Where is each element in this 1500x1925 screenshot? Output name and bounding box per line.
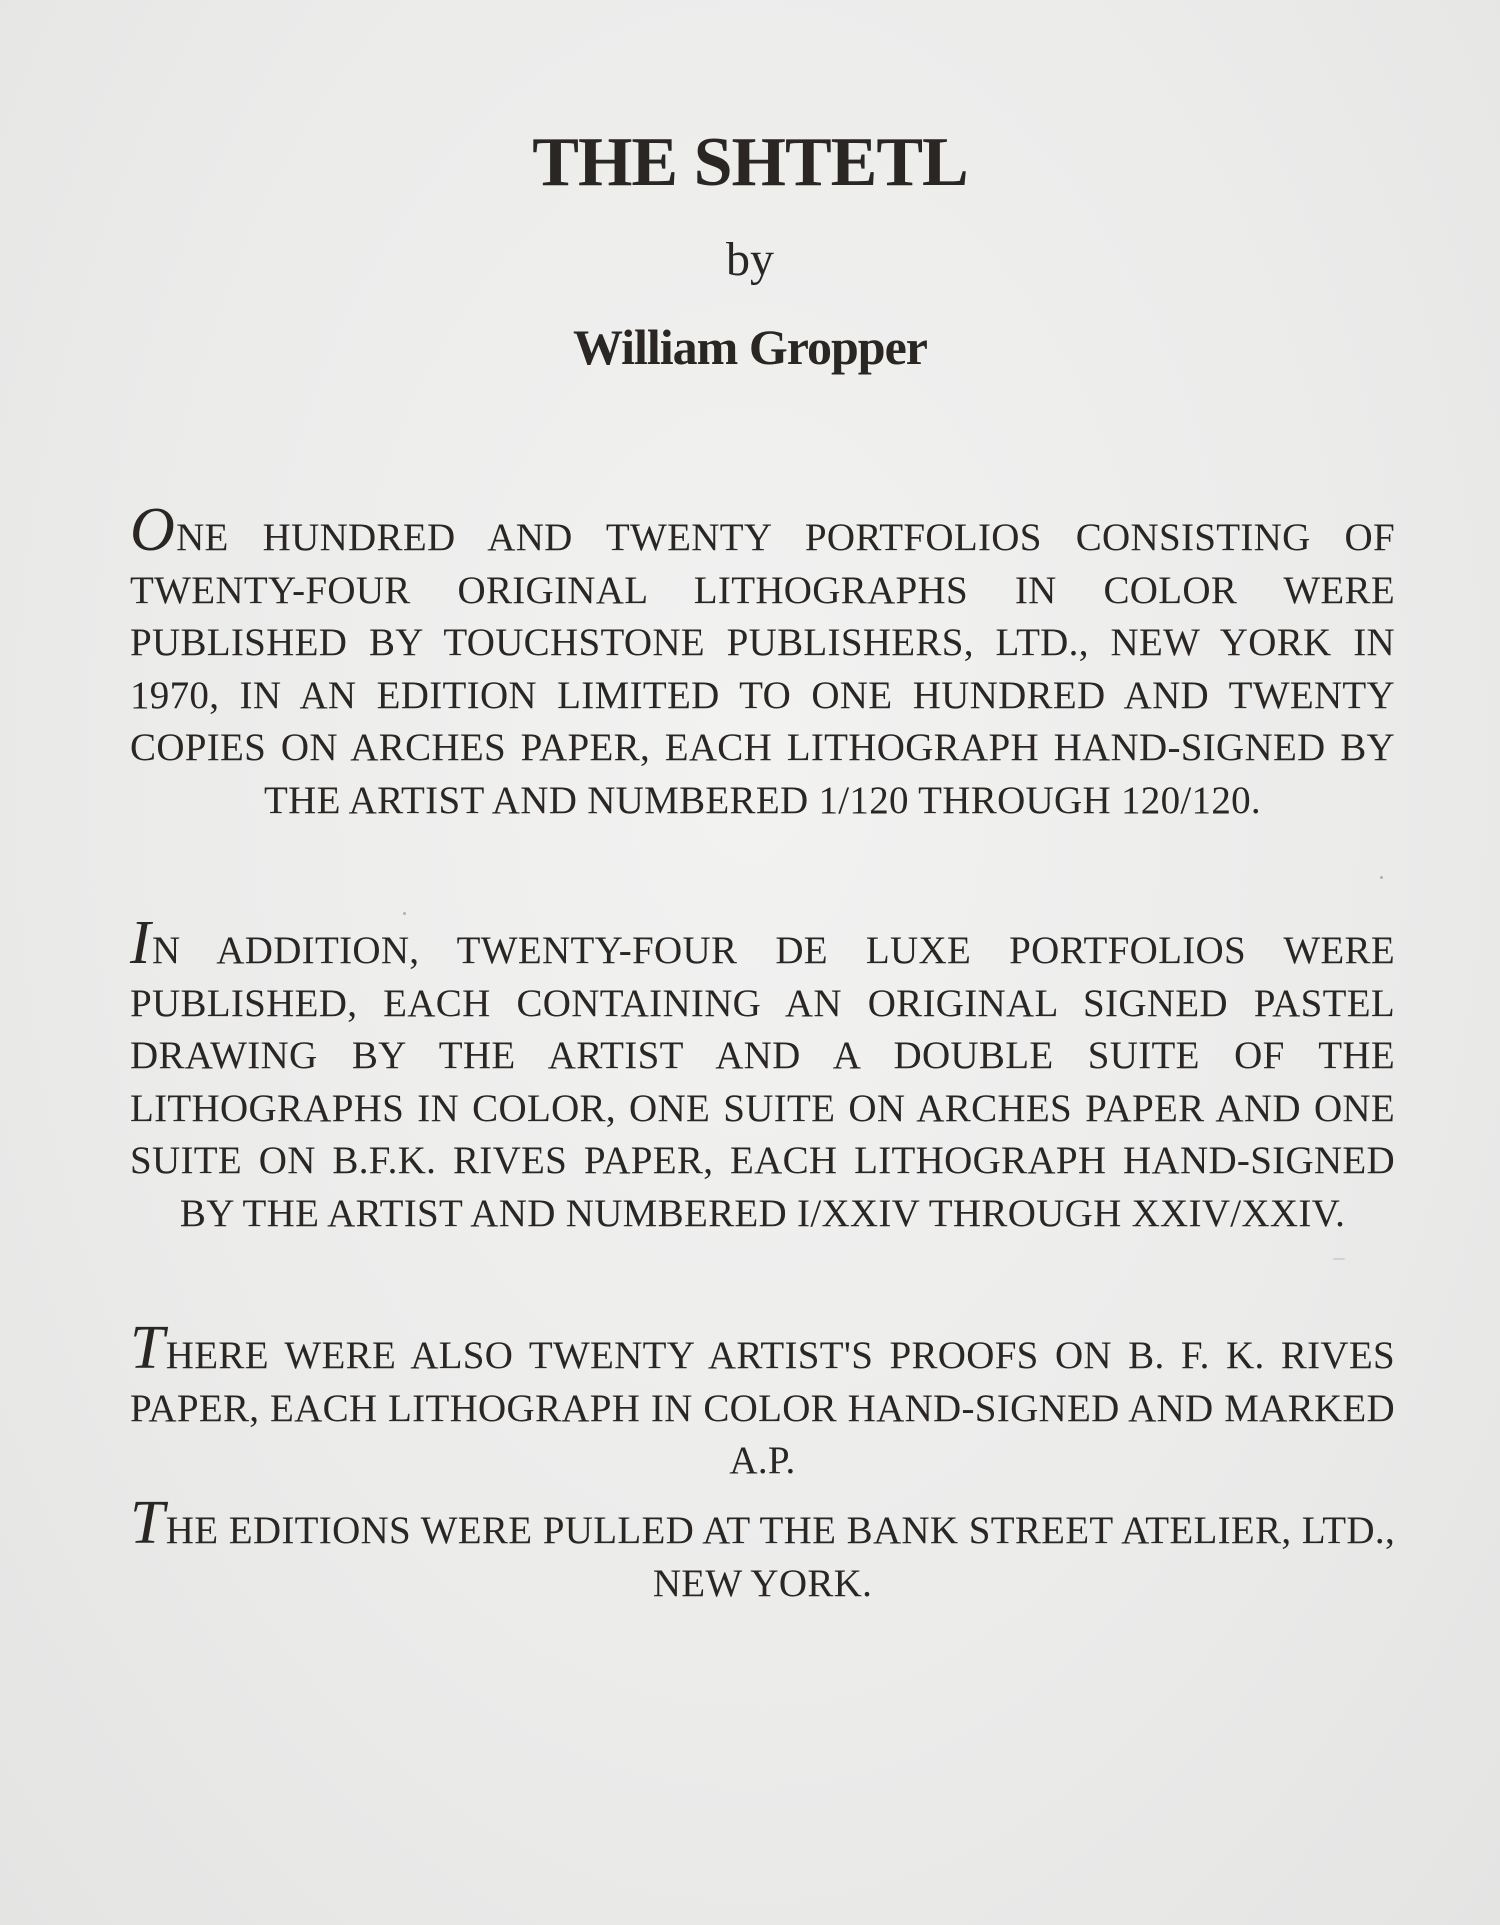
paragraph-initial: O (130, 496, 176, 564)
paragraph-proofs (130, 1314, 1395, 1488)
paragraph-text: HERE WERE ALSO TWENTY ARTIST'S PROOFS ON B. F. K. RIVES PAPER, EACH LITHOGRAPH IN COLOR HAND-SIGNED AND MARKED A.P. (130, 1334, 1395, 1482)
paragraph-printer (130, 1489, 1395, 1610)
paragraph-initial: T (130, 1489, 165, 1557)
paragraph-initial: T (130, 1314, 165, 1382)
paragraph-text: NE HUNDRED AND TWENTY PORTFOLIOS CONSISTING OF TWENTY-FOUR ORIGINAL LITHOGRAPHS IN COLOR WERE PUBLISHED BY TOUCHSTONE PUBLISHERS, LTD., NEW YORK IN 1970, IN AN EDITION LIMITED TO ONE HUNDRED AND TWENTY COPIES ON ARCHES PAPER, EACH LITHOGRAPH HAND-SIGNED BY THE ARTIST AND NUMBERED 1/120 THROUGH 120/120. (130, 516, 1395, 822)
paragraph-initial: I (130, 909, 151, 977)
paper-speck (403, 912, 406, 915)
paper-speck (1333, 1258, 1345, 1260)
paragraph-text: HE EDITIONS WERE PULLED AT THE BANK STREET ATELIER, LTD., NEW YORK. (165, 1509, 1395, 1605)
paragraph-deluxe (130, 909, 1395, 1240)
paper-speck (1380, 876, 1383, 879)
paragraph-edition (130, 496, 1395, 827)
paragraph-text: N ADDITION, TWENTY-FOUR DE LUXE PORTFOLIOS WERE PUBLISHED, EACH CONTAINING AN ORIGINAL SIGNED PASTEL DRAWING BY THE ARTIST AND A DOUBLE SUITE OF THE LITHOGRAPHS IN COLOR, ONE SUITE ON ARCHES PAPER AND ONE SUITE ON B.F.K. RIVES PAPER, EACH LITHOGRAPH HAND-SIGNED BY THE ARTIST AND NUMBERED I/XXIV THROUGH XXIV/XXIV. (130, 929, 1395, 1235)
byline: by (726, 233, 774, 286)
author-name: William Gropper (573, 319, 927, 375)
book-title: THE SHTETL (532, 124, 968, 201)
